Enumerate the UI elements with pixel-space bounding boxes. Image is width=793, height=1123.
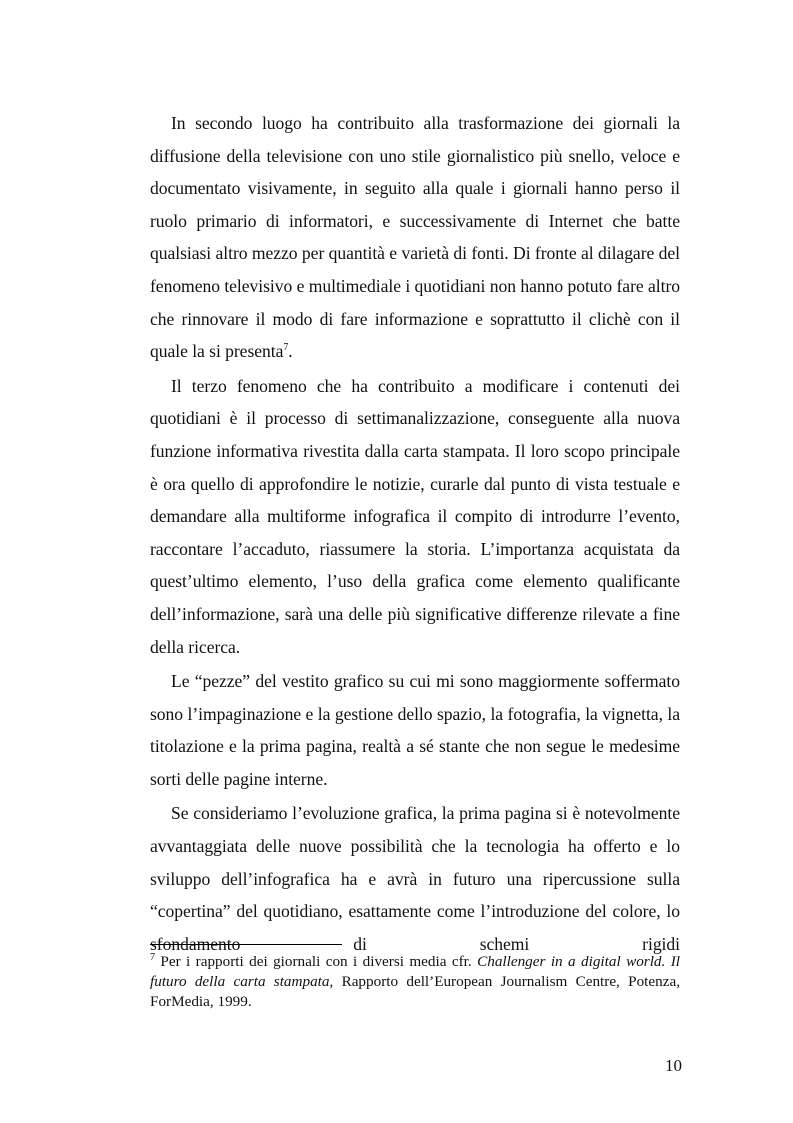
footnote-number: 7	[150, 951, 155, 963]
footnote-reference: 7	[283, 342, 289, 354]
footnote-separator	[150, 944, 342, 945]
paragraph-1-tail: .	[288, 341, 293, 362]
page-number: 10	[665, 1056, 682, 1075]
paragraph-4: Se consideriamo l’evoluzione grafica, la prima pagina si è notevolmente avvantaggiata delle nuove possibilità che la tecnologia ha offerto e lo sviluppo dell’infografica ha e avrà in futuro una ripercussione sulla “copertina” del quotidiano, esattamente come l’introduzione del colore, lo sfondamento di schemi rigidi	[150, 803, 680, 954]
paragraph-1	[150, 107, 680, 368]
footnote-cited-title: Challenger in a digital world. Il futuro della carta stampata	[150, 953, 680, 990]
body-text	[150, 107, 680, 960]
paragraph-2: Il terzo fenomeno che ha contribuito a modificare i contenuti dei quotidiani è il processo di settimanalizzazione, conseguente alla nuova funzione informativa rivestita dalla carta stampata. Il loro scopo principale è ora quello di approfondire le notizie, curarle dal punto di vista testuale e demandare alla multiforme infografica il compito di introdurre l’evento, raccontare l’accaduto, riassumere la storia. L’importanza acquistata da quest’ultimo elemento, l’uso della grafica come elemento qualificante dell’informazione, sarà una delle più significative differenze rilevate a fine della ricerca.	[150, 375, 680, 657]
footnote-text-post: , Rapporto dell’European Journalism Centre, Potenza, ForMedia, 1999.	[150, 973, 680, 1010]
paragraph-1-text: In secondo luogo ha contribuito alla trasformazione dei giornali la diffusione della televisione con uno stile giornalistico più snello, veloce e documentato visivamente, in seguito alla quale i giornali hanno perso il ruolo primario di informatori, e successivamente di Internet che batte qualsiasi altro mezzo per quantità e varietà di fonti. Di fronte al dilagare del fenomeno televisivo e multimediale i quotidiani non hanno potuto fare altro che rinnovare il modo di fare informazione e soprattutto il clichè con il quale la si presenta	[150, 113, 680, 362]
paragraph-3: Le “pezze” del vestito grafico su cui mi sono maggiormente soffermato sono l’impaginazione e la gestione dello spazio, la fotografia, la vignetta, la titolazione e la prima pagina, realtà a sé stante che non segue le medesime sorti delle pagine interne.	[150, 671, 680, 789]
footnote	[150, 952, 680, 1012]
footnote-text-pre: Per i rapporti dei giornali con i diversi media cfr.	[155, 953, 478, 970]
